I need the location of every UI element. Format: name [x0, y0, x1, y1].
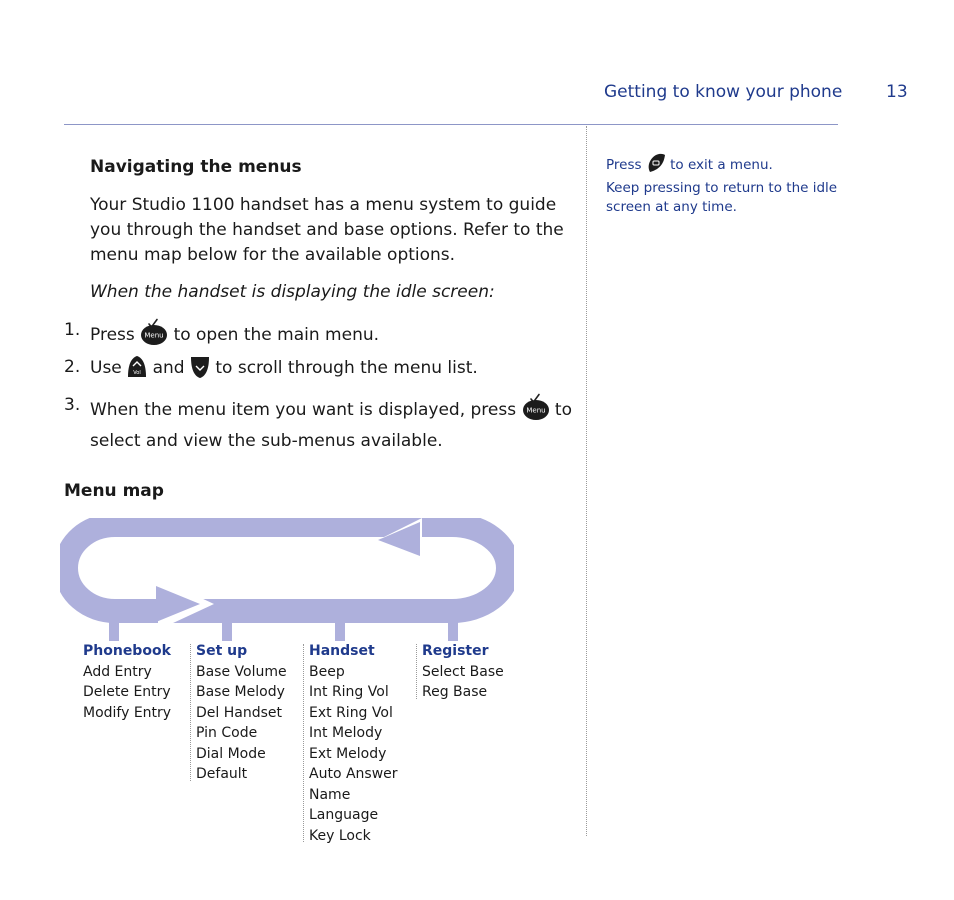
- side-note-text: Press: [606, 157, 642, 173]
- menu-map-title: Menu map: [64, 481, 164, 501]
- menu-column-phonebook: [83, 641, 171, 723]
- menu-item: Default: [196, 766, 248, 782]
- connector-phonebook: [109, 613, 119, 641]
- step-number: 3.: [64, 395, 81, 415]
- step-text: When the menu item you want is displayed, press: [90, 400, 517, 420]
- step-text: and: [152, 358, 185, 378]
- menu-item: Auto Answer: [309, 766, 398, 782]
- step-number: 1.: [64, 320, 81, 340]
- menu-column-heading: Handset: [309, 643, 375, 659]
- menu-item: Language: [309, 807, 379, 823]
- menu-column-register: [422, 641, 504, 703]
- menu-item: Modify Entry: [83, 704, 172, 721]
- menu-loop-track: [66, 525, 508, 611]
- side-note: [606, 153, 846, 217]
- intro-paragraph: Your Studio 1100 handset has a menu system to guide you through the handset and base options. Refer to the menu map below for the available options.: [90, 195, 564, 265]
- menu-item: Ext Ring Vol: [309, 704, 393, 721]
- menu-item: Add Entry: [83, 663, 152, 680]
- menu-item: Key Lock: [309, 827, 371, 844]
- connector-setup: [222, 613, 232, 641]
- scroll-up-icon: [127, 355, 147, 387]
- side-note-text: to exit a menu.: [670, 157, 773, 173]
- menu-column-heading: Register: [422, 643, 489, 659]
- menu-item: Name: [309, 786, 351, 803]
- step-text: Use: [90, 358, 122, 378]
- header-divider: [64, 124, 838, 125]
- menu-key-icon: [522, 393, 550, 429]
- side-note-text: Keep pressing to return to the idle screen at any time.: [606, 180, 838, 215]
- step-3: [64, 393, 575, 451]
- menu-item: Pin Code: [196, 725, 258, 741]
- menu-column-heading: Phonebook: [83, 643, 171, 659]
- menu-item: Int Ring Vol: [309, 684, 389, 700]
- menu-column-setup: [196, 641, 287, 785]
- header-title: Getting to know your phone: [604, 82, 843, 102]
- menu-column-divider: [303, 644, 304, 842]
- page-number: 13: [886, 82, 908, 102]
- end-call-icon: [646, 153, 666, 179]
- svg-text:Menu: Menu: [144, 331, 164, 340]
- menu-column-handset: [309, 641, 398, 846]
- idle-screen-note: When the handset is displaying the idle screen:: [90, 282, 495, 302]
- step-text: to select and view the sub-menus available.: [90, 400, 572, 451]
- menu-loop-diagram: [60, 518, 514, 644]
- menu-item: Beep: [309, 663, 345, 680]
- menu-item: Int Melody: [309, 725, 383, 741]
- svg-text:Vol: Vol: [133, 370, 141, 376]
- menu-item: Ext Melody: [309, 745, 387, 762]
- step-text: to open the main menu.: [173, 325, 380, 345]
- menu-item: Select Base: [422, 663, 504, 680]
- menu-item: Reg Base: [422, 684, 488, 700]
- svg-text:Menu: Menu: [525, 406, 546, 415]
- step-2: [64, 355, 575, 381]
- column-divider: [586, 126, 587, 836]
- step-1: [64, 318, 575, 344]
- step-text: Press: [90, 325, 135, 345]
- menu-item: Base Melody: [196, 684, 285, 700]
- menu-column-divider: [416, 644, 417, 699]
- menu-column-heading: Set up: [196, 643, 248, 659]
- menu-item: Delete Entry: [83, 684, 171, 700]
- connector-register: [448, 613, 458, 641]
- menu-item: Dial Mode: [196, 745, 266, 762]
- menu-key-icon: [140, 318, 168, 354]
- menu-item: Del Handset: [196, 704, 282, 721]
- scroll-down-icon: [190, 355, 210, 387]
- step-text: to scroll through the menu list.: [215, 358, 478, 378]
- menu-item: Base Volume: [196, 663, 287, 680]
- connector-handset: [335, 613, 345, 641]
- menu-column-divider: [190, 644, 191, 781]
- step-number: 2.: [64, 357, 81, 377]
- section-title: Navigating the menus: [90, 157, 302, 177]
